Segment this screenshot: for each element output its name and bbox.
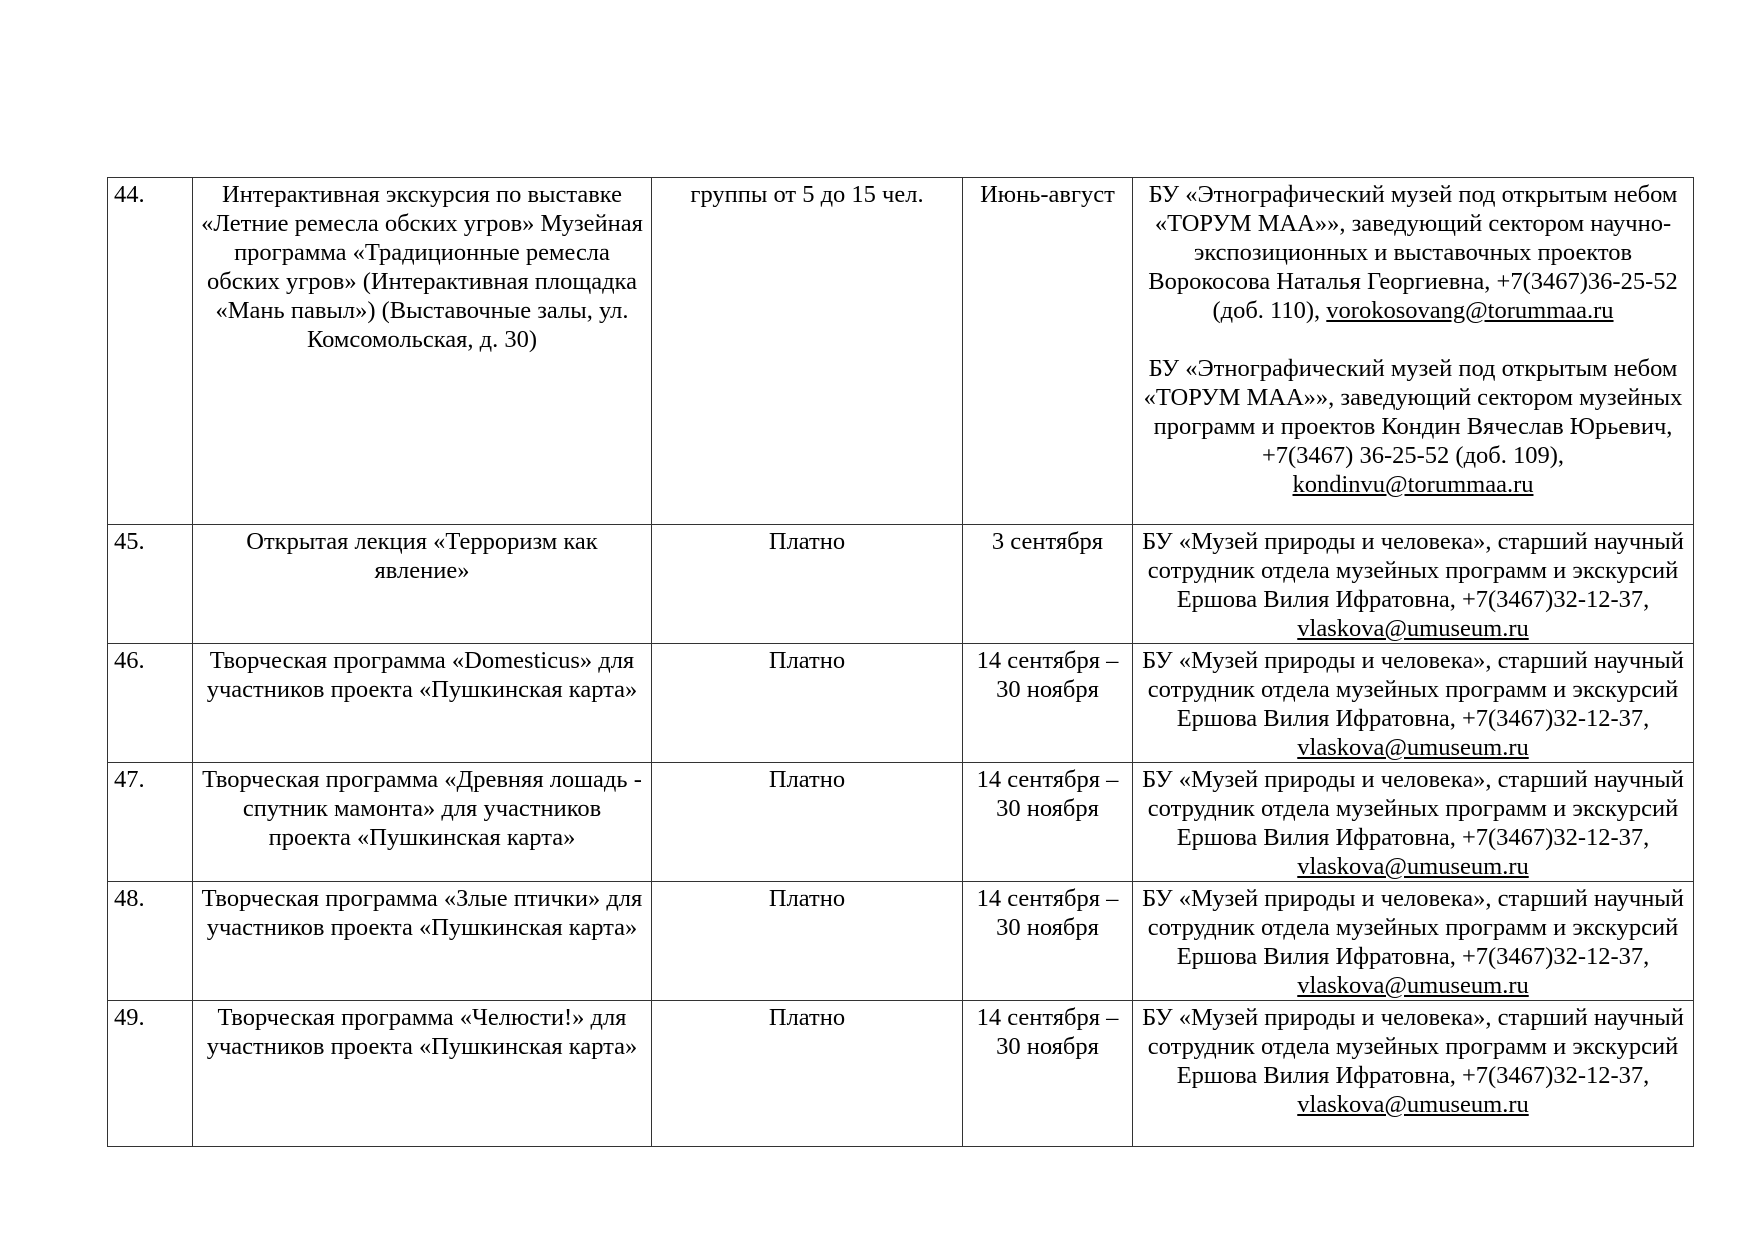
contact-text: БУ «Музей природы и человека», старший научный сотрудник отдела музейных программ и экскурсий Ершова Вилия Ифратовна, +7(3467)32-12-37, [1142, 1004, 1684, 1089]
table-row [108, 1001, 1694, 1147]
row-number: 44. [108, 178, 193, 525]
contact-email-link[interactable]: vlaskova@umuseum.ru [1297, 853, 1529, 880]
event-conditions: группы от 5 до 15 чел. [652, 178, 963, 525]
event-name: Творческая программа «Древняя лошадь - спутник мамонта» для участников проекта «Пушкинская карта» [193, 763, 652, 882]
event-contact [1133, 644, 1694, 763]
row-number: 45. [108, 525, 193, 644]
event-conditions: Платно [652, 1001, 963, 1147]
contact-email-link[interactable]: vlaskova@umuseum.ru [1297, 615, 1529, 642]
event-conditions: Платно [652, 763, 963, 882]
event-date: Июнь-август [963, 178, 1133, 525]
events-table [107, 177, 1694, 1147]
event-name: Творческая программа «Злые птички» для участников проекта «Пушкинская карта» [193, 882, 652, 1001]
event-date: 14 сентября – 30 ноября [963, 882, 1133, 1001]
event-name: Творческая программа «Челюсти!» для участников проекта «Пушкинская карта» [193, 1001, 652, 1147]
event-conditions: Платно [652, 882, 963, 1001]
event-date: 14 сентября – 30 ноября [963, 763, 1133, 882]
event-date: 3 сентября [963, 525, 1133, 644]
event-contact [1133, 882, 1694, 1001]
event-contact [1133, 178, 1694, 525]
event-name: Интерактивная экскурсия по выставке «Летние ремесла обских угров» Музейная программа «Традиционные ремесла обских угров» (Интерактивная площадка «Мань павыл») (Выставочные залы, ул. Комсомольская, д. 30) [193, 178, 652, 525]
contact-text: БУ «Этнографический музей под открытым небом «ТОРУМ МАА»», заведующий сектором музейных программ и проектов Кондин Вячеслав Юрьевич, +7(3467) 36-25-52 (доб. 109), [1143, 355, 1683, 469]
event-name: Открытая лекция «Терроризм как явление» [193, 525, 652, 644]
table-row [108, 882, 1694, 1001]
event-name: Творческая программа «Domesticus» для участников проекта «Пушкинская карта» [193, 644, 652, 763]
row-number: 46. [108, 644, 193, 763]
table-row [108, 178, 1694, 525]
contact-email-link[interactable]: vlaskova@umuseum.ru [1297, 972, 1529, 999]
contact-email-link[interactable]: kondinvu@torummaa.ru [1292, 471, 1534, 498]
contact-email-link[interactable]: vorokosovang@torummaa.ru [1326, 297, 1614, 324]
contact-email-link[interactable]: vlaskova@umuseum.ru [1297, 1091, 1529, 1118]
contact-email-link[interactable]: vlaskova@umuseum.ru [1297, 734, 1529, 761]
event-conditions: Платно [652, 644, 963, 763]
contact-block [1139, 180, 1687, 325]
event-conditions: Платно [652, 525, 963, 644]
event-date: 14 сентября – 30 ноября [963, 1001, 1133, 1147]
contact-text: БУ «Музей природы и человека», старший научный сотрудник отдела музейных программ и экскурсий Ершова Вилия Ифратовна, +7(3467)32-12-37, [1142, 766, 1684, 851]
contact-text: БУ «Музей природы и человека», старший научный сотрудник отдела музейных программ и экскурсий Ершова Вилия Ифратовна, +7(3467)32-12-37, [1142, 528, 1684, 613]
event-contact [1133, 525, 1694, 644]
row-number: 47. [108, 763, 193, 882]
contact-block [1139, 354, 1687, 499]
table-row [108, 763, 1694, 882]
contact-spacer [1139, 325, 1687, 354]
row-number: 48. [108, 882, 193, 1001]
event-contact [1133, 763, 1694, 882]
contact-text: БУ «Музей природы и человека», старший научный сотрудник отдела музейных программ и экскурсий Ершова Вилия Ифратовна, +7(3467)32-12-37, [1142, 647, 1684, 732]
contact-text: БУ «Этнографический музей под открытым небом «ТОРУМ МАА»», заведующий сектором научно-экспозиционных и выставочных проектов Ворокосова Наталья Георгиевна, +7(3467)36-25-52 (доб. 110), [1148, 181, 1678, 324]
event-date: 14 сентября – 30 ноября [963, 644, 1133, 763]
row-number: 49. [108, 1001, 193, 1147]
table-row [108, 525, 1694, 644]
contact-text: БУ «Музей природы и человека», старший научный сотрудник отдела музейных программ и экскурсий Ершова Вилия Ифратовна, +7(3467)32-12-37, [1142, 885, 1684, 970]
table-row [108, 644, 1694, 763]
event-contact [1133, 1001, 1694, 1147]
